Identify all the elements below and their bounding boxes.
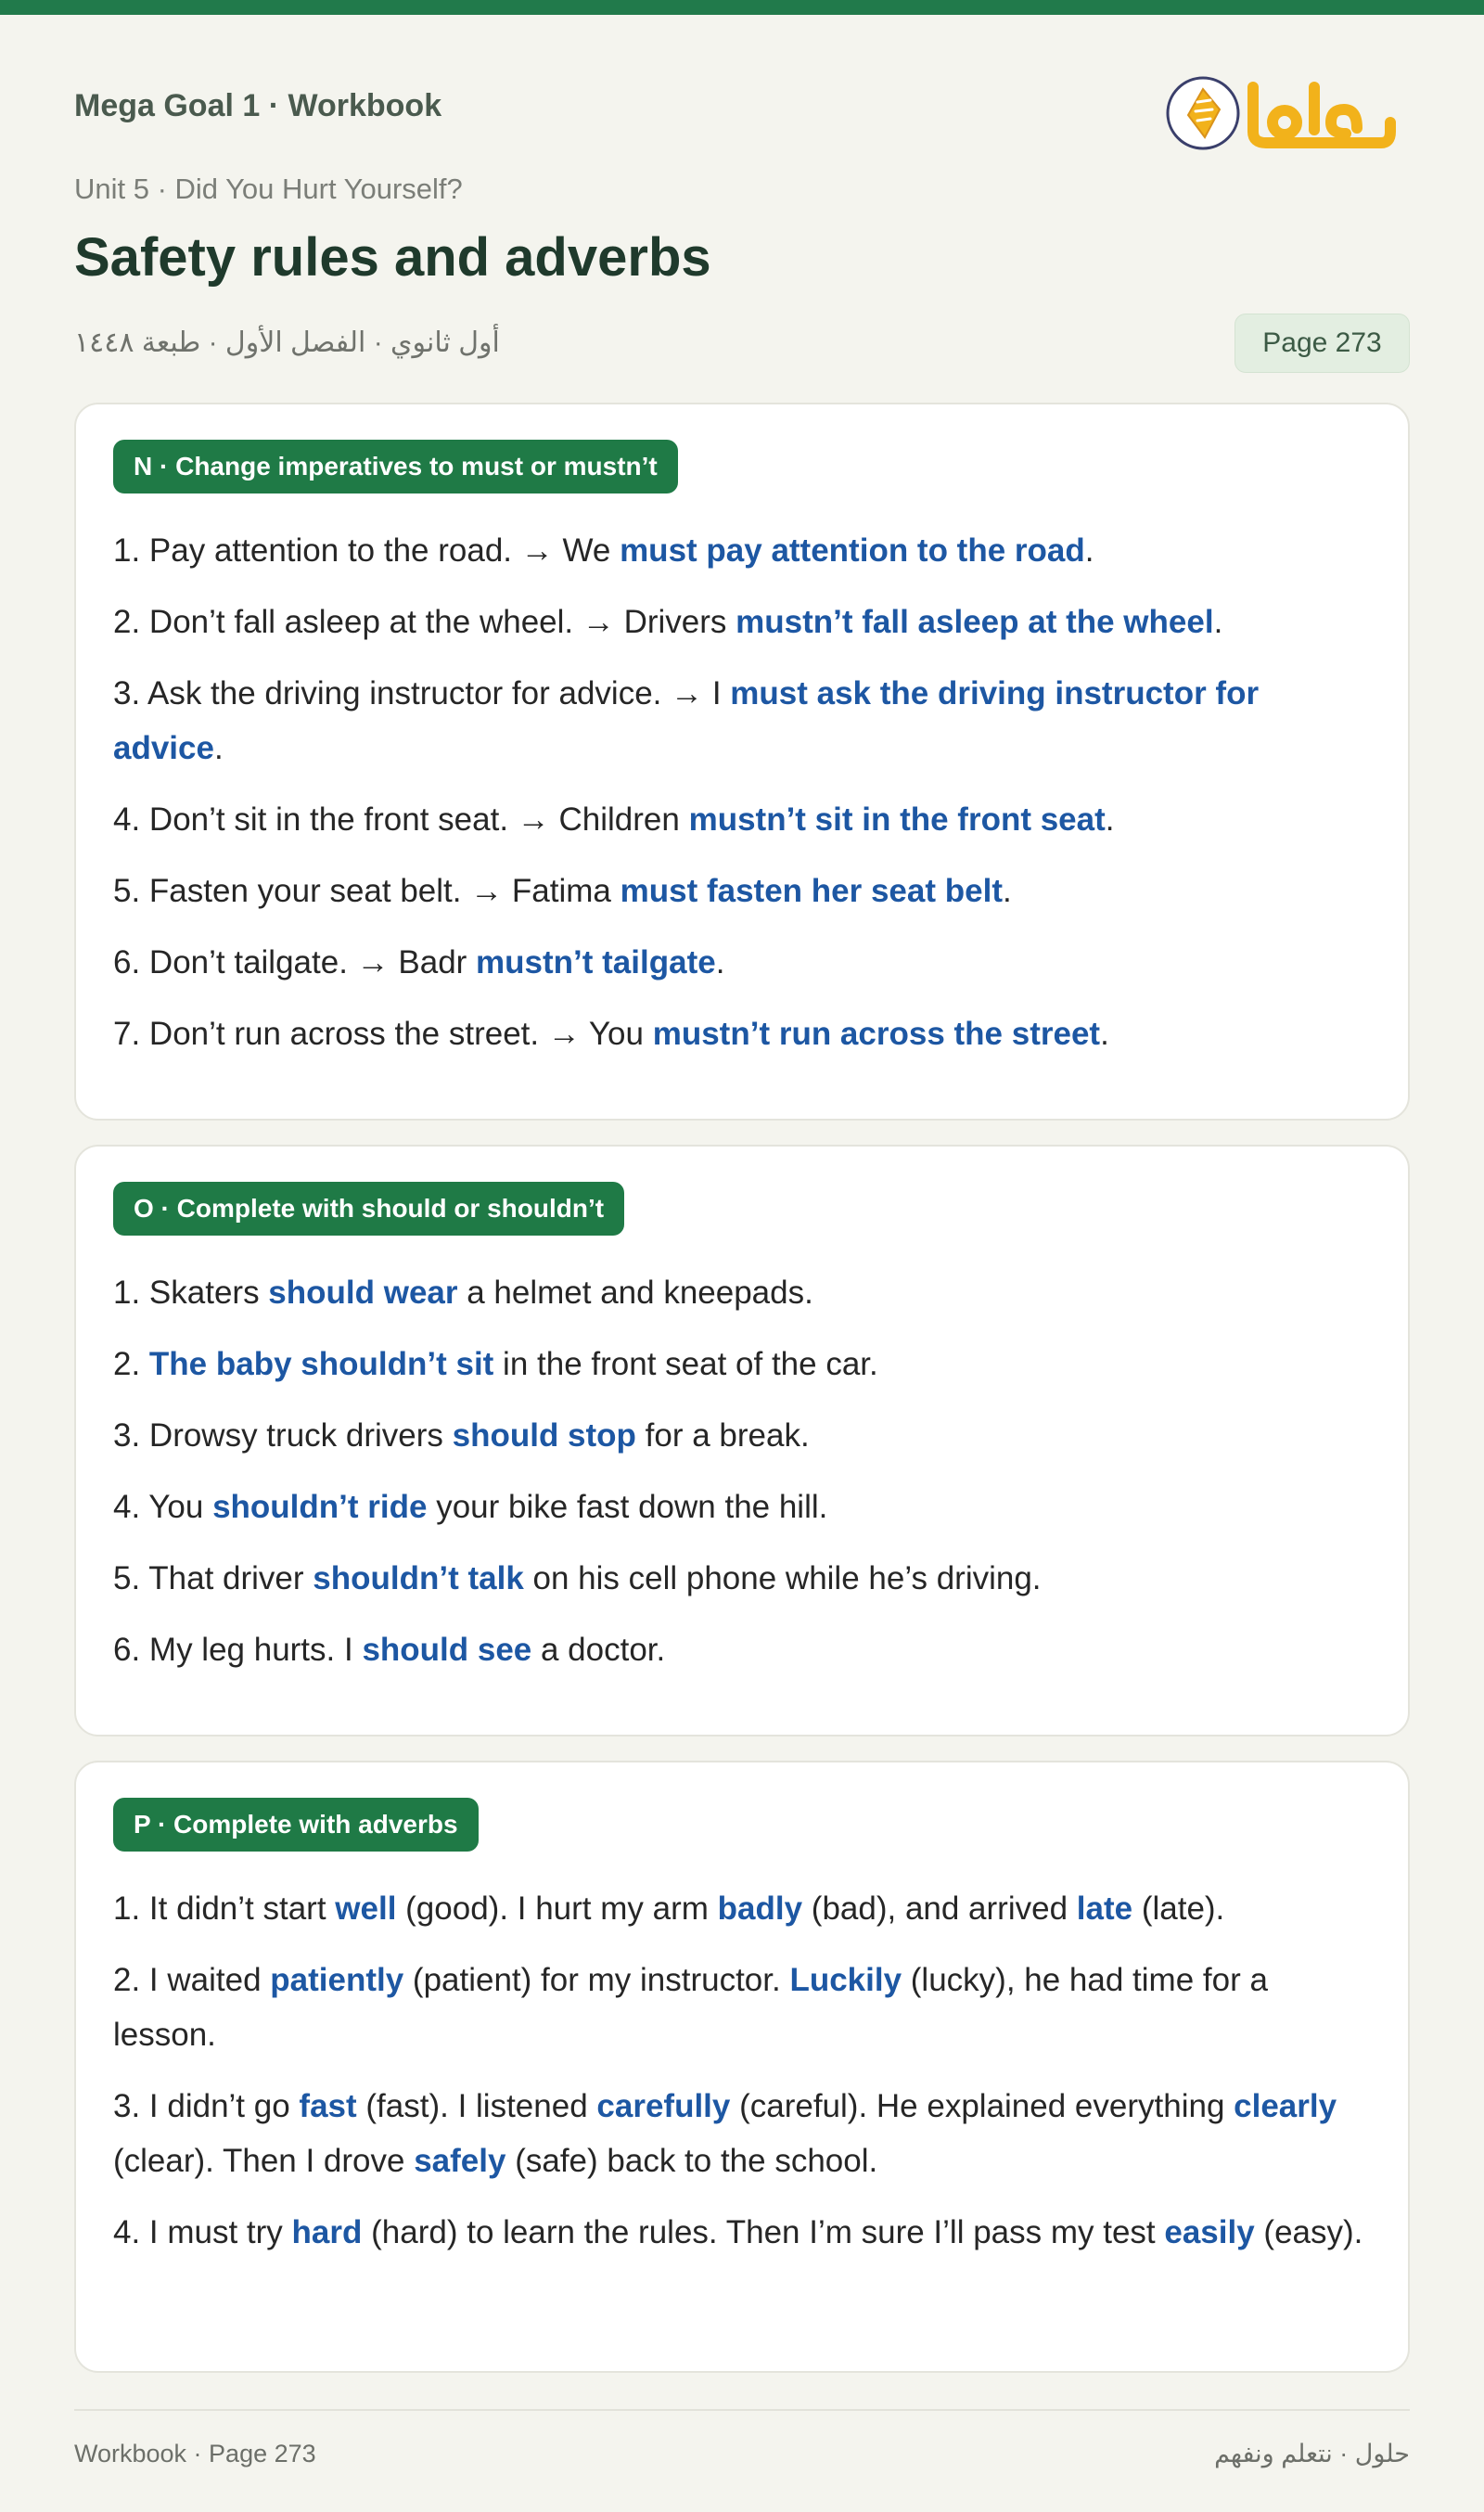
item-prompt: 6. My leg hurts. I xyxy=(113,1632,363,1668)
item-text: (bad), and arrived xyxy=(802,1890,1077,1927)
item-suffix: . xyxy=(715,944,725,980)
item-answer: patiently xyxy=(270,1962,404,1998)
exercise-item xyxy=(113,523,1371,578)
section-p-card xyxy=(74,1761,1410,2373)
item-text: (safe) back to the school. xyxy=(505,2143,878,2179)
item-answer: shouldn’t ride xyxy=(212,1489,428,1525)
page-number-badge: Page 273 xyxy=(1235,314,1410,373)
item-prompt: 5. Fasten your seat belt. → Fatima xyxy=(113,873,620,909)
item-prompt: 1. Pay attention to the road. → We xyxy=(113,532,620,569)
section-o-items xyxy=(113,1265,1371,1677)
section-p-badge: P · Complete with adverbs xyxy=(113,1798,479,1852)
item-suffix: a doctor. xyxy=(531,1632,666,1668)
item-suffix: for a break. xyxy=(635,1417,810,1454)
exercise-item xyxy=(113,1408,1371,1463)
exercise-item xyxy=(113,1006,1371,1061)
item-text: (good). I hurt my arm xyxy=(396,1890,718,1927)
footer-page-label: Workbook · Page 273 xyxy=(74,2440,316,2467)
item-answer: shouldn’t talk xyxy=(313,1560,524,1596)
item-prompt: 1. Skaters xyxy=(113,1275,269,1311)
item-prompt: 7. Don’t run across the street. → You xyxy=(113,1016,653,1052)
exercise-item xyxy=(113,1551,1371,1606)
top-accent-bar xyxy=(0,0,1484,15)
exercise-item xyxy=(113,864,1371,918)
item-answer: badly xyxy=(717,1890,803,1927)
item-answer: fast xyxy=(299,2088,357,2124)
exercise-item xyxy=(113,1622,1371,1677)
exercise-item xyxy=(113,1881,1371,1936)
exercise-item xyxy=(113,1953,1371,2062)
exercise-item xyxy=(113,2205,1371,2260)
item-answer: should see xyxy=(362,1632,532,1668)
item-prompt: 4. Don’t sit in the front seat. → Children xyxy=(113,801,689,838)
item-text: (hard) to learn the rules. Then I’m sure I’ll pass my test xyxy=(362,2214,1165,2250)
book-title: Mega Goal 1 · Workbook xyxy=(74,88,442,123)
item-answer: The baby shouldn’t sit xyxy=(148,1346,494,1382)
exercise-item xyxy=(113,666,1371,775)
item-text: (fast). I listened xyxy=(356,2088,597,2124)
exercise-item xyxy=(113,1265,1371,1320)
item-answer: easily xyxy=(1164,2214,1255,2250)
item-suffix: . xyxy=(1084,532,1094,569)
item-text: (late). xyxy=(1132,1890,1225,1927)
item-suffix: . xyxy=(213,730,224,766)
item-answer: clearly xyxy=(1234,2088,1337,2124)
page-title: Safety rules and adverbs xyxy=(74,227,711,288)
section-n-card xyxy=(74,403,1410,1121)
item-answer: should stop xyxy=(452,1417,636,1454)
item-text: (lucky), he had time for a lesson. xyxy=(113,1962,1268,2053)
section-n-badge: N · Change imperatives to must or mustn’t xyxy=(113,440,678,493)
item-text: 4. I must try xyxy=(113,2214,292,2250)
unit-subtitle: Unit 5 · Did You Hurt Yourself? xyxy=(74,173,463,205)
exercise-item xyxy=(113,792,1371,847)
item-text: (easy). xyxy=(1254,2214,1363,2250)
exercise-item xyxy=(113,595,1371,649)
item-text: (careful). He explained everything xyxy=(730,2088,1235,2124)
item-suffix: . xyxy=(1213,604,1223,640)
section-p-items xyxy=(113,1881,1371,2260)
exercise-item xyxy=(113,935,1371,990)
hulul-logo xyxy=(1164,69,1396,154)
item-suffix: . xyxy=(1100,1016,1109,1052)
item-answer: must pay attention to the road xyxy=(620,532,1085,569)
item-answer: must fasten her seat belt xyxy=(620,873,1003,909)
exercise-item xyxy=(113,1480,1371,1534)
item-answer: must ask the driving instructor for advice xyxy=(113,675,1260,766)
item-prompt: 5. That driver xyxy=(113,1560,313,1596)
exercise-item xyxy=(113,1337,1371,1391)
footer-brand-slogan: حلول · نتعلم ونفهم xyxy=(1214,2440,1410,2467)
item-answer: safely xyxy=(414,2143,506,2179)
exercise-item xyxy=(113,2079,1371,2188)
section-n-items xyxy=(113,523,1371,1061)
item-prompt: 2. Don’t fall asleep at the wheel. → Drivers xyxy=(113,604,736,640)
item-answer: mustn’t sit in the front seat xyxy=(688,801,1106,838)
item-answer: mustn’t tailgate xyxy=(476,944,716,980)
item-prompt: 3. Drowsy truck drivers xyxy=(113,1417,453,1454)
item-answer: should wear xyxy=(268,1275,458,1311)
item-text: (patient) for my instructor. xyxy=(403,1962,790,1998)
item-answer: late xyxy=(1076,1890,1133,1927)
item-prompt: 6. Don’t tailgate. → Badr xyxy=(113,944,477,980)
item-prompt: 3. Ask the driving instructor for advice. → I xyxy=(113,675,731,711)
section-o-badge: O · Complete with should or shouldn’t xyxy=(113,1182,624,1236)
item-suffix: your bike fast down the hill. xyxy=(427,1489,828,1525)
item-answer: carefully xyxy=(596,2088,731,2124)
item-text: 3. I didn’t go xyxy=(113,2088,300,2124)
item-suffix: . xyxy=(1002,873,1012,909)
item-suffix: . xyxy=(1105,801,1115,838)
item-suffix: in the front seat of the car. xyxy=(493,1346,878,1382)
item-text: 2. I waited xyxy=(113,1962,271,1998)
item-answer: mustn’t fall asleep at the wheel xyxy=(736,604,1214,640)
item-answer: mustn’t run across the street xyxy=(652,1016,1101,1052)
item-text: (clear). Then I drove xyxy=(113,2143,415,2179)
section-o-card xyxy=(74,1145,1410,1737)
grade-edition-line: أول ثانوي · الفصل الأول · طبعة ١٤٤٨ xyxy=(74,327,500,358)
item-text: 1. It didn’t start xyxy=(113,1890,336,1927)
item-suffix: a helmet and kneepads. xyxy=(457,1275,813,1311)
item-answer: Luckily xyxy=(789,1962,902,1998)
footer-divider xyxy=(74,2409,1410,2411)
item-answer: hard xyxy=(291,2214,363,2250)
item-prompt: 2. xyxy=(113,1346,149,1382)
item-suffix: on his cell phone while he’s driving. xyxy=(523,1560,1042,1596)
item-answer: well xyxy=(335,1890,397,1927)
item-prompt: 4. You xyxy=(113,1489,213,1525)
